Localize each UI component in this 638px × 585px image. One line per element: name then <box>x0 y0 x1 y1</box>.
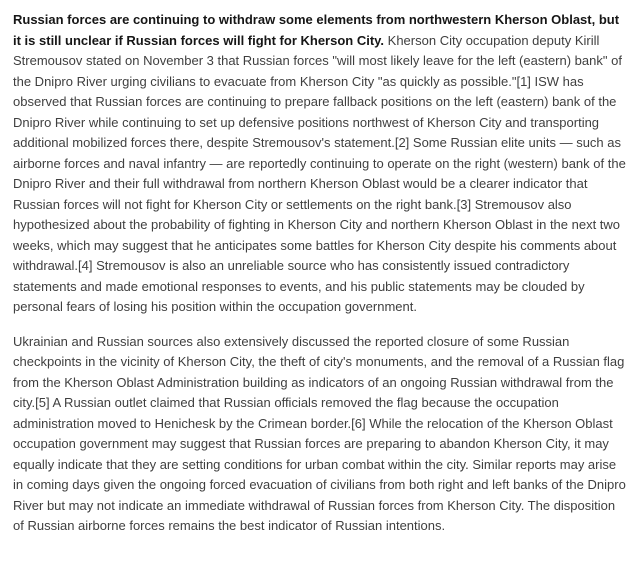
paragraph-kherson-withdrawal <box>13 10 628 318</box>
report-body <box>13 10 628 537</box>
paragraph-text: Kherson City occupation deputy Kirill Stremousov stated on November 3 that Russian forces "will most likely leave for the left (eastern) bank" of the Dnipro River urging civilians to evacuate from Kherson City "as quickly as possible."[1] ISW has observed that Russian forces are continuing to prepare fallback positions on the left (eastern) bank of the Dnipro River while continuing to set up defensive positions northwest of Kherson City and transporting additional mobilized forces there, despite Stremousov's statement.​[2] Some Russian elite units — such as airborne forces and naval infantry — are reportedly continuing to operate on the right (western) bank of the Dnipro River and their full withdrawal from northern Kherson Oblast would be a clearer indicator that Russian forces will not fight for Kherson City or settlements on the right bank.[3] Stremousov also hypothesized about the probability of fighting in Kherson City and northern Kherson Oblast in the next two weeks, which may suggest that he anticipates some battles for Kherson City despite his comments about withdrawal.[4] Stremousov is also an unreliable source who has consistently issued contradictory statements and made emotional responses to events, and his public statements may be clouded by personal fears of losing his position within the occupation government. <box>13 32 626 314</box>
paragraph-checkpoint-closures <box>13 332 628 537</box>
paragraph-bold-lead: Russian forces are continuing to withdraw some elements from northwestern Kherson Oblast, but it is still unclear if Russian forces will fight for Kherson City. <box>13 12 620 48</box>
paragraph-text: Ukrainian and Russian sources also extensively discussed the reported closure of some Russian checkpoints in the vicinity of Kherson City, the theft of city's monuments, and the removal of a Russian flag from the Kherson Oblast Administration building as indicators of an ongoing Russian withdrawal from the city.[5] A Russian outlet claimed that Russian officials removed the flag because the occupation administration moved to Henichesk by the Crimean border.[6] While the relocation of the Kherson Oblast occupation government may suggest that Russian forces are preparing to abandon Kherson City, it may equally indicate that they are setting conditions for urban combat within the city. Similar reports may arise in coming days given the ongoing forced evacuation of civilians from both right and left banks of the Dnipro River but may not indicate an immediate withdrawal of Russian forces from Kherson City. The disposition of Russian airborne forces remains the best indicator of Russian intentions. <box>13 333 626 533</box>
